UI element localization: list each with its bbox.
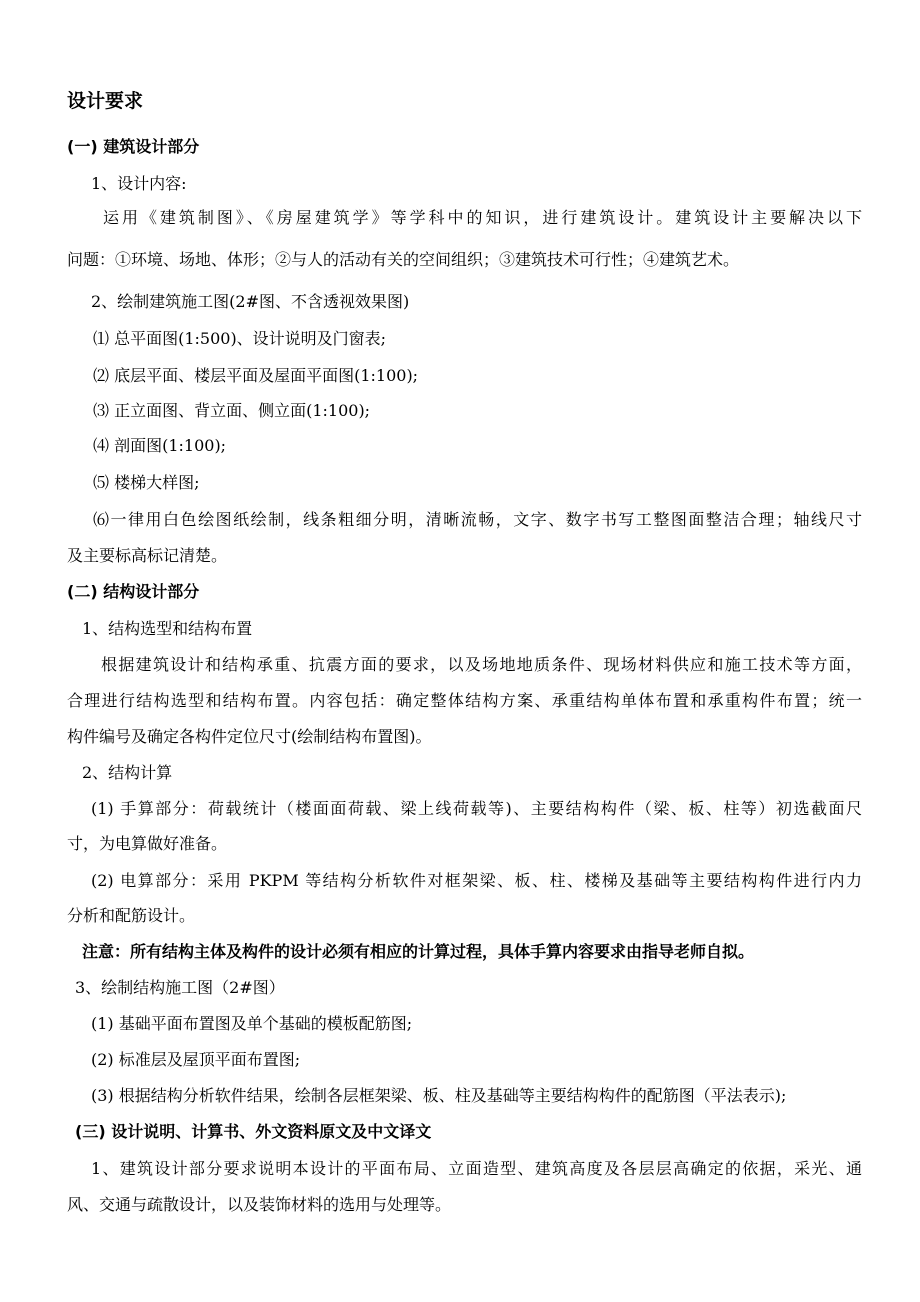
drawing-list-item-3: ⑶ 正立面图、背立面、侧立面(1:100); [93, 401, 371, 420]
section-3-heading: (三) 设计说明、计算书、外文资料原文及中文译文 [75, 1122, 432, 1141]
section-2-item-1-body-line-3: 构件编号及确定各构件定位尺寸(绘制结构布置图)。 [67, 727, 432, 746]
drawing-list-item-6-line-1: ⑹一律用白色绘图纸绘制，线条粗细分明，清晰流畅，文字、数字书写工整图面整洁合理；轴线尺寸 [93, 510, 862, 529]
section-2-item-3-heading: 3、绘制结构施工图（2#图） [75, 978, 285, 997]
structure-drawing-item-2: (2) 标准层及屋顶平面布置图; [91, 1050, 301, 1069]
section-1-item-1-body-line-1: 运用《建筑制图》、《房屋建筑学》等学科中的知识，进行建筑设计。建筑设计主要解决以下 [103, 208, 862, 227]
section-2-item-1-body-line-2: 合理进行结构选型和结构布置。内容包括：确定整体结构方案、承重结构单体布置和承重构件布置；统一 [67, 691, 862, 710]
section-3-item-1-line-2: 风、交通与疏散设计，以及装饰材料的选用与处理等。 [67, 1195, 452, 1214]
section-2-heading: (二) 结构设计部分 [67, 582, 200, 601]
drawing-list-item-5: ⑸ 楼梯大样图; [93, 473, 200, 492]
calc-item-1-line-1: (1) 手算部分：荷载统计（楼面面荷载、梁上线荷载等)、主要结构构件（梁、板、柱等）初选截面尺 [91, 799, 862, 818]
section-3-item-1-line-1: 1、建筑设计部分要求说明本设计的平面布局、立面造型、建筑高度及各层层高确定的依据，采光、通 [91, 1159, 862, 1178]
calc-item-2-line-1: (2) 电算部分：采用 PKPM 等结构分析软件对框架梁、板、柱、楼梯及基础等主要结构构件进行内力 [91, 871, 862, 890]
section-1-item-2-heading: 2、绘制建筑施工图(2#图、不含透视效果图) [91, 292, 410, 311]
section-2-item-1-body-line-1: 根据建筑设计和结构承重、抗震方面的要求，以及场地地质条件、现场材料供应和施工技术等方面， [101, 655, 862, 674]
drawing-list-item-1: ⑴ 总平面图(1:500)、设计说明及门窗表; [93, 329, 387, 348]
structure-drawing-item-1: (1) 基础平面布置图及单个基础的模板配筋图; [91, 1014, 413, 1033]
section-1-item-1-heading: 1、设计内容: [91, 174, 187, 193]
section-2-item-1-heading: 1、结构选型和结构布置 [82, 619, 253, 638]
section-1-heading: (一) 建筑设计部分 [67, 137, 200, 156]
calc-item-1-line-2: 寸，为电算做好准备。 [67, 834, 228, 853]
structure-drawing-item-3: (3) 根据结构分析软件结果，绘制各层框架梁、板、柱及基础等主要结构构件的配筋图（平法表示); [91, 1086, 787, 1105]
drawing-list-item-6-line-2: 及主要标高标记清楚。 [67, 546, 228, 565]
section-1-item-1-body-line-2: 问题：①环境、场地、体形；②与人的活动有关的空间组织；③建筑技术可行性；④建筑艺术。 [67, 250, 740, 269]
drawing-list-item-2: ⑵ 底层平面、楼层平面及屋面平面图(1:100); [93, 366, 419, 385]
section-2-item-2-heading: 2、结构计算 [82, 763, 173, 782]
drawing-list-item-4: ⑷ 剖面图(1:100); [93, 436, 227, 455]
page-title: 设计要求 [67, 90, 144, 112]
calc-item-2-line-2: 分析和配筋设计。 [67, 906, 196, 925]
calc-note: 注意：所有结构主体及构件的设计必须有相应的计算过程，具体手算内容要求由指导老师自拟。 [82, 942, 755, 961]
